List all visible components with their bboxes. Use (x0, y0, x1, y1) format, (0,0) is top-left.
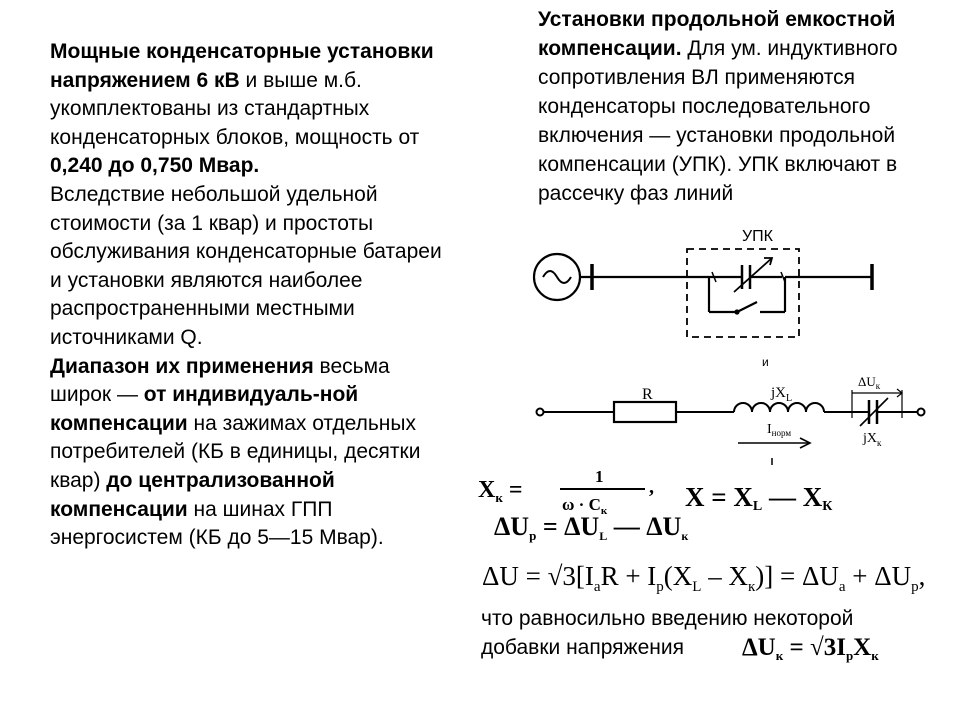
formula-duk: $\Delta U_к = √3I_рX_к$ (742, 634, 879, 663)
paragraph-advantages: Вследствие небольшой удельной стоимости (за 1 квар) и простоты обслуживания конденсаторные батареи и установки являются наиболее распространенными местными источниками Q. (50, 182, 442, 349)
du-label: $\Delta U_к$ (858, 374, 881, 391)
bold-centralized: до централизованной компенсации (50, 468, 335, 521)
bold-heading: Мощные конденсаторные установки напряжением 6 кВ (50, 40, 434, 92)
resistor-r (614, 402, 676, 422)
formula-denominator: $\omega \cdot C_к$ (562, 495, 608, 517)
i-norm-label: $I_{норм}$ (767, 422, 792, 438)
small-mark: и (762, 355, 769, 369)
text: на зажимах отдельных потребителей (КБ в единицы, десятки квар) (50, 411, 421, 492)
bold-title: Установки продольной емкостной компенсации. (538, 8, 896, 60)
upk-label: УПК (742, 228, 773, 245)
formula-numerator: 1 (595, 467, 604, 486)
xl-label: $jX_L$ (771, 385, 793, 404)
formula-dup: ΔUр = ΔUL — ΔUк (494, 512, 689, 543)
sine-icon (543, 271, 571, 283)
formula-xk: $X_к$ = (478, 477, 523, 505)
inductor-xl (734, 403, 824, 412)
upk-dashed-box (687, 249, 799, 337)
bold-range-heading: Диапазон их применения (50, 354, 314, 378)
formula-comma: , (649, 476, 654, 498)
xk-label: $jX_к$ (863, 431, 882, 448)
note-line-2: добавки напряжения (481, 636, 684, 659)
text: и выше м.б. укомплектованы из стандартных конденсаторных блоков, мощность от (50, 68, 420, 149)
formula-du: $\Delta U = √3[I_аR + I_р(X_L - X_к)] = \Delta U_а + \Delta U_р$, (482, 561, 926, 595)
text: Для ум. индуктивного сопротивления ВЛ применяются конденсаторы последовательного включения — установки продольной компенсации (УПК). УПК включают в рассечку фаз линий (538, 37, 898, 205)
bold-individual: от индивидуаль-ной компенсации (50, 383, 359, 435)
upk-circuit-diagram (534, 249, 872, 337)
text: весьма широк — (50, 354, 390, 407)
text: на шинах ГПП энергосистем (КБ до 5—15 Мвар). (50, 497, 384, 550)
bold-power-range: 0,240 до 0,750 Мвар. (50, 154, 260, 178)
r-label: R (642, 386, 653, 403)
note-line-1: что равносильно введению некоторой (481, 607, 854, 630)
formula-x: X = XL — XК (685, 482, 833, 514)
note-block (481, 604, 951, 662)
